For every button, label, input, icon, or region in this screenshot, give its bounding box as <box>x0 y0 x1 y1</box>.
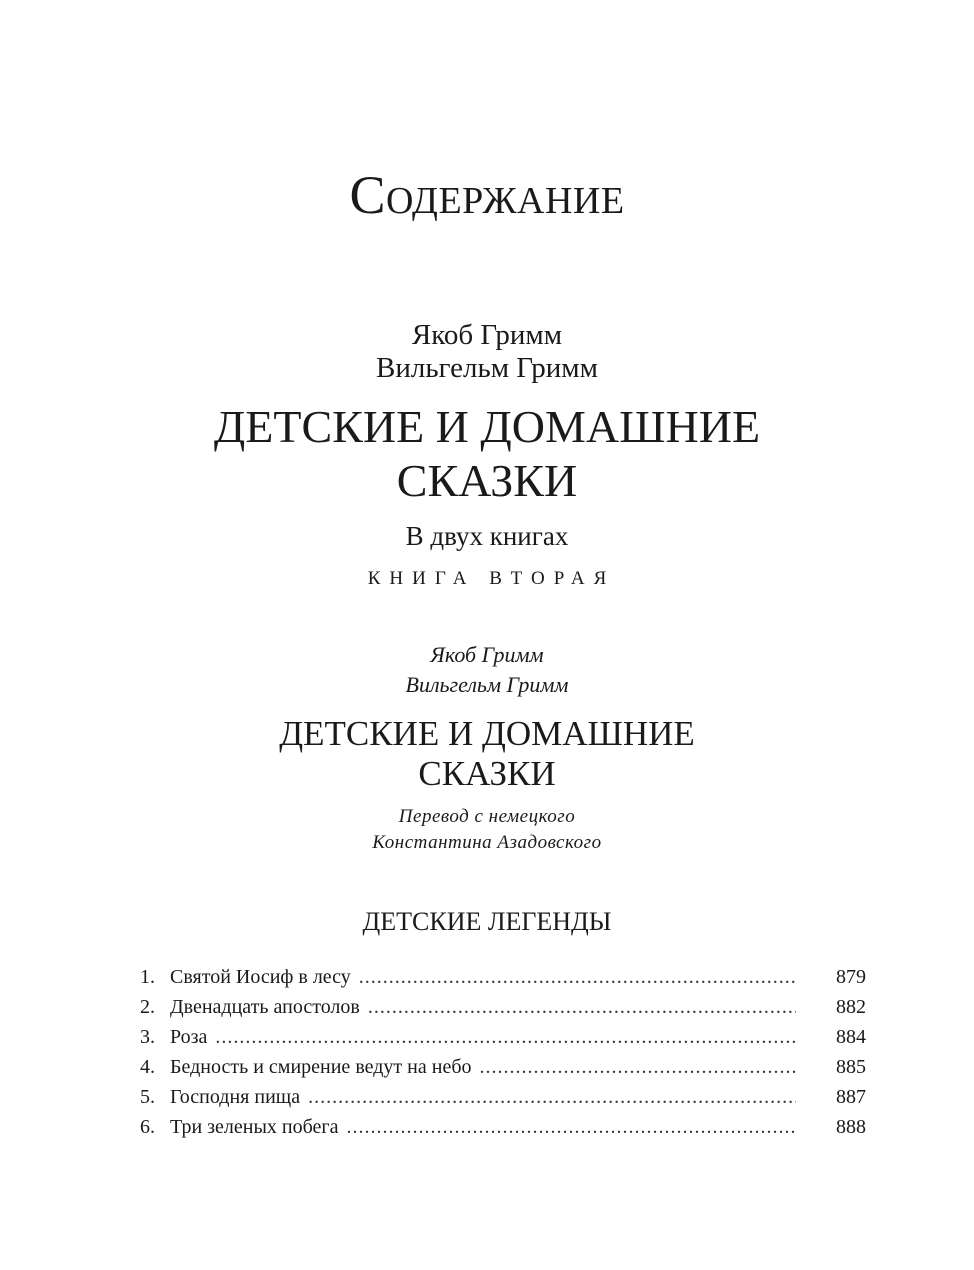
author-name: Вильгельм Гримм <box>376 352 598 384</box>
dot-leader <box>368 992 796 1022</box>
subtitle-book-title-line: СКАЗКИ <box>418 754 556 793</box>
toc-entry-number: 4. <box>140 1056 155 1078</box>
dot-leader <box>480 1052 796 1082</box>
toc-entry-title: Двенадцать апостолов <box>170 996 360 1018</box>
toc-entry-page: 884 <box>836 1026 866 1048</box>
section-title: ДЕТСКИЕ ЛЕГЕНДЫ <box>362 907 612 936</box>
toc-entry-title: Роза <box>170 1026 208 1048</box>
toc-entry[interactable] <box>140 1022 866 1052</box>
toc-entry-page: 885 <box>836 1056 866 1078</box>
toc-entry[interactable] <box>140 992 866 1022</box>
toc-entry-title: Бедность и смирение ведут на небо <box>170 1056 472 1078</box>
table-of-contents <box>140 962 866 1142</box>
toc-entry[interactable] <box>140 1112 866 1142</box>
volume-note: В двух книгах <box>405 521 569 551</box>
toc-entry-page: 888 <box>836 1116 866 1138</box>
dot-leader <box>215 1022 796 1052</box>
subtitle-book-title-line: ДЕТСКИЕ И ДОМАШНИЕ <box>279 714 695 753</box>
page-title: Содержание <box>349 165 625 225</box>
toc-entry[interactable] <box>140 962 866 992</box>
dot-leader <box>359 962 796 992</box>
toc-entry[interactable] <box>140 1082 866 1112</box>
book-title-line: СКАЗКИ <box>396 455 578 506</box>
subtitle-author-name: Якоб Гримм <box>430 642 544 667</box>
toc-entry-number: 2. <box>140 996 155 1018</box>
book-title-line: ДЕТСКИЕ И ДОМАШНИЕ <box>213 401 761 452</box>
book-label: КНИГА ВТОРАЯ <box>367 568 616 589</box>
toc-entry-number: 6. <box>140 1116 155 1138</box>
dot-leader <box>347 1112 796 1142</box>
toc-entry-title: Три зеленых побега <box>170 1116 339 1138</box>
toc-entry-page: 879 <box>836 966 866 988</box>
translation-credit: Константина Азадовского <box>372 832 602 853</box>
toc-entry-number: 5. <box>140 1086 155 1108</box>
subtitle-author-name: Вильгельм Гримм <box>405 672 569 697</box>
toc-entry-number: 1. <box>140 966 155 988</box>
author-name: Якоб Гримм <box>411 319 563 351</box>
toc-entry[interactable] <box>140 1052 866 1082</box>
toc-entry-page: 887 <box>836 1086 866 1108</box>
translation-credit: Перевод с немецкого <box>398 806 576 827</box>
dot-leader <box>308 1082 796 1112</box>
toc-entry-number: 3. <box>140 1026 155 1048</box>
toc-entry-title: Господня пища <box>170 1086 301 1108</box>
toc-entry-page: 882 <box>836 996 866 1018</box>
toc-entry-title: Святой Иосиф в лесу <box>170 966 351 988</box>
